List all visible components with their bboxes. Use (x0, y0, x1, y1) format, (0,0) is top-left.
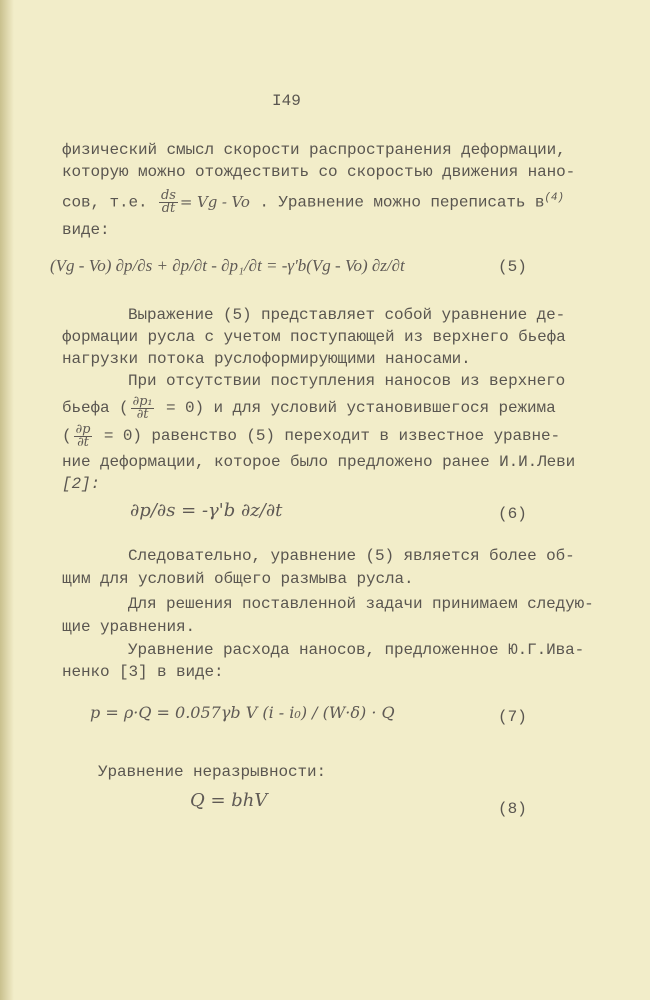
text-line: При отсутствии поступления наносов из верхнего (128, 372, 566, 390)
page-number: I49 (272, 92, 301, 110)
formula-5: (Vg - Vo) ∂p/∂s + ∂p/∂t - ∂p₁/∂t = -γ'b(Vg - Vo) ∂z/∂t (50, 256, 405, 275)
equation-number-8: (8) (498, 800, 527, 818)
formula-7: p = ρ·Q = 0.057γb V (i - i₀) / (W·δ) · Q (90, 703, 395, 722)
formula-8: Q = bhV (190, 790, 268, 811)
handwritten-annotation: (4) (544, 192, 564, 205)
page-edge-shadow (0, 0, 14, 1000)
text-line: формации русла с учетом поступающей из верхнего бьефа (62, 328, 566, 346)
text-line: которую можно отождествить со скоростью движения нано- (62, 163, 576, 181)
text-line: ние деформации, которое было предложено ранее И.И.Леви (62, 453, 576, 471)
text-line (62, 424, 560, 449)
text-fragment: = 0) равенство (5) переходит в известное уравне- (103, 427, 560, 445)
text-fragment: ( (62, 427, 72, 445)
text-line: Уравнение неразрывности: (98, 763, 327, 781)
formula-6: ∂p/∂s = -γ'b ∂z/∂t (130, 500, 283, 521)
text-line: нагрузки потока руслоформирующими наносами. (62, 350, 471, 368)
text-line (62, 190, 564, 215)
text-line: ненко [3] в виде: (62, 663, 224, 681)
text-line: Для решения поставленной задачи принимаем следую- (128, 595, 594, 613)
text-line: Уравнение расхода наносов, предложенное Ю.Г.Ива- (128, 641, 585, 659)
text-line: Следовательно, уравнение (5) является более об- (128, 547, 575, 565)
formula-dp1-dt: $\frac{\text{∂p₁}}{\partial t}$ (132, 394, 153, 422)
reference: [2]: (62, 475, 101, 493)
text-line: Выражение (5) представляет собой уравнение де- (128, 306, 566, 324)
text-line: щие уравнения. (62, 618, 196, 636)
text-line (62, 396, 556, 421)
formula-ds-dt: $\frac{ds}{dt}$ = Vg - Vo (161, 188, 250, 216)
equation-number-7: (7) (498, 708, 527, 726)
formula-dp-dt: $\frac{\partial p}{\partial t}$ (75, 422, 91, 450)
text-line: физический смысл скорости распространения деформации, (62, 141, 566, 159)
text-fragment: сов, т.е. (62, 193, 148, 212)
text-fragment: бьефа ( (62, 399, 129, 417)
text-fragment: . Уравнение можно переписать в (259, 193, 545, 212)
text-fragment: = 0) и для условий установившегося режима (166, 399, 556, 417)
equation-number-5: (5) (498, 258, 527, 276)
equation-number-6: (6) (498, 505, 527, 523)
text-line: виде: (62, 221, 110, 239)
text-line: щим для условий общего размыва русла. (62, 570, 414, 588)
